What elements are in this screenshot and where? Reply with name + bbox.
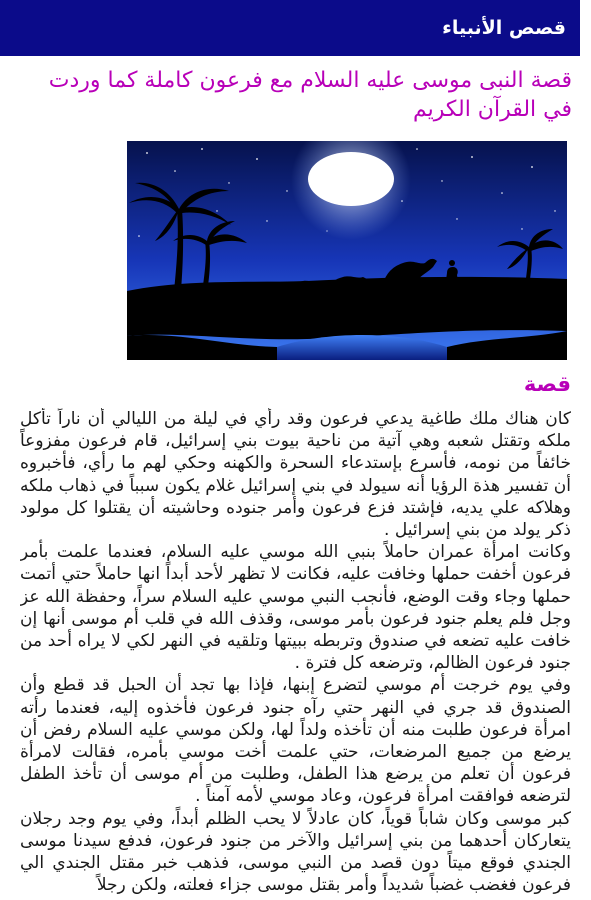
- scrollbar-gutter: [580, 0, 591, 900]
- story-text: كان هناك ملك طاغية يدعي فرعون وقد رأي في ليلة من الليالي أن ناراً تأكل ملكه وتقتل شعبه وهي آتية من ناحية بيوت بني إسرائيل، قام فرعون مفزوعاً خائفاً من نومه، فأسرع بإستدعاء السحرة والكهنه وحكي لهم ما رأي، فأخبروه أن تفسير هذة الرؤيا أنه سيولد في بني إسرائيل غلام يكون سبباً في ذهاب ملكه وهلاكه علي يديه، فإشتد فزع فرعون وأمر جنوده وحاشيته أن يقتلوا كل مولود ذكر يولد من بني إسرائيل . وكانت امرأة عمران حاملاً بنبي الله موسي عليه السلام، فعندما علمت بأمر فرعون أخفت حملها وخافت عليه، فكانت لا تظهر لأحد أبداً انها حاملاً حتي أتمت حملها وجاء وقت الوضع، فأنجب النبي موسي عليه السلام سراً، وحفظة الله عز وجل فلم يعلم جنود فرعون بأمر موسى، وقذف الله في قلب أم موسى أنها إن خافت عليه تضعه في صندوق وتربطه ببيتها وتلقيه في النهر لكي لا يراه أحد من جنود فرعون الظالم، وترضعه كل فترة . وفي يوم خرجت أم موسي لتضرع إبنها، فإذا بها تجد أن الحبل قد قطع وأن الصندوق قد جري في النهر حتي رآه جنود فرعون فأخذوه إليه، فعندما رأته امرأة فرعون طلبت منه أن تأخذه ولداً لها، ولكن موسي عليه السلام رفض أن يرضع من جميع المرضعات، حتي علمت أخت موسي بأمره، فقالت لامرأة فرعون أن تعلم من يرضع هذا الطفل، وطلبت من أم موسى أن تأخذ الطفل لترضعه فوافقت امرأة فرعون، وعاد موسي لأمه آمناً . كبر موسى وكان شاباً قوياً، كان عادلاً لا يحب الظلم أبداً، وفي يوم وجد رجلان يتعاركان أحدهما من بني إسرائيل والآخر من جنود فرعون، فدفع سيدنا موسى الجندي فوقع ميتاً دون قصد من النبي موسى، فذهب خبر مقتل الجندي الي فرعون فغضب غضباً شديداً وأمر بقتل موسى جزاء فعلته، ولكن رجلاً: [20, 409, 571, 896]
- article-image: [127, 141, 567, 360]
- app-bar: [0, 0, 580, 56]
- app-title: قصص الأنبياء: [442, 17, 566, 39]
- article-title: قصة النبى موسى عليه السلام مع فرعون كاملة كما وردت في القرآن الكريم: [48, 68, 572, 122]
- section-title: قصة: [523, 372, 571, 396]
- moon: [308, 152, 394, 206]
